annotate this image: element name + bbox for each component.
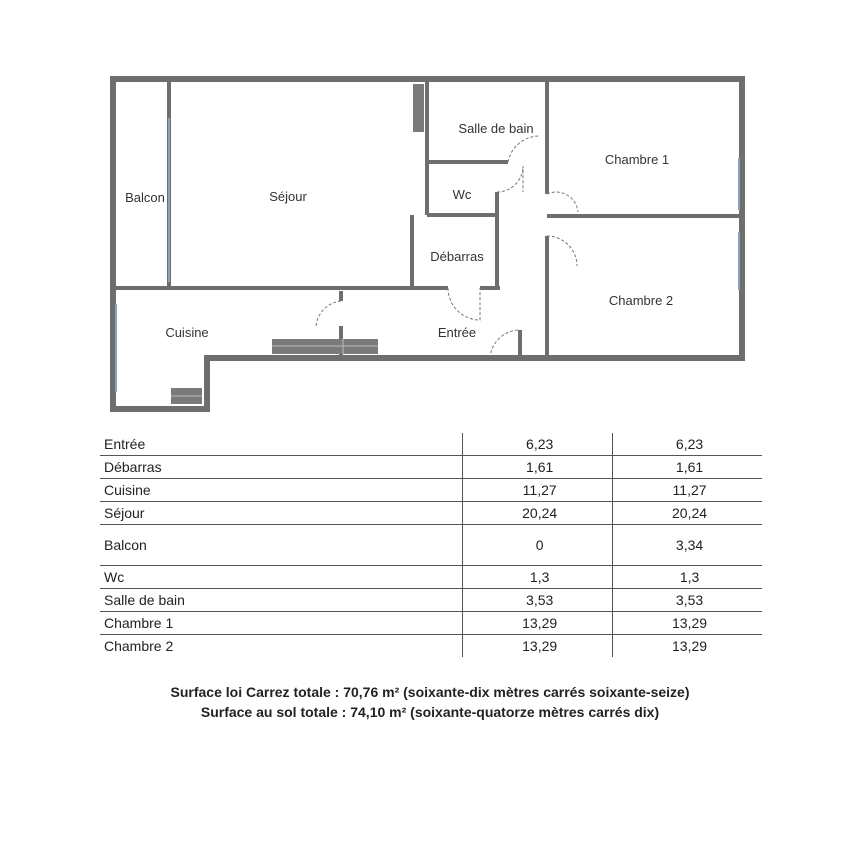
floor-area: 3,34: [613, 525, 762, 566]
carrez-area: 11,27: [463, 479, 613, 502]
totals: [0, 682, 860, 722]
floor-area: 1,61: [613, 456, 762, 479]
carrez-area: 13,29: [463, 635, 613, 658]
label-debarras: Débarras: [430, 249, 484, 264]
carrez-area: 6,23: [463, 433, 613, 456]
table-row: [100, 589, 762, 612]
room-name: Wc: [100, 566, 463, 589]
label-chambre-1: Chambre 1: [604, 152, 670, 167]
carrez-area: 3,53: [463, 589, 613, 612]
table-row: [100, 612, 762, 635]
floor-total: Surface au sol totale : 74,10 m² (soixante-quatorze mètres carrés dix): [200, 704, 660, 720]
carrez-area: 1,3: [463, 566, 613, 589]
room-name: Chambre 2: [104, 638, 174, 654]
label-entree: Entrée: [437, 325, 477, 340]
room-name: Débarras: [100, 456, 463, 479]
floor-area: 13,29: [613, 635, 762, 658]
carrez-total: Surface loi Carrez totale : 70,76 m² (soixante-dix mètres carrés soixante-seize): [170, 684, 690, 700]
label-cuisine: Cuisine: [165, 325, 209, 340]
carrez-area: 20,24: [463, 502, 613, 525]
label-salle-de-bain: Salle de bain: [458, 121, 534, 136]
carrez-area: 0: [463, 525, 613, 566]
floor-area: 20,24: [613, 502, 762, 525]
room-name: Chambre 1: [100, 612, 463, 635]
table-row: [100, 456, 762, 479]
room-name: Cuisine: [100, 479, 463, 502]
label-sejour: Séjour: [269, 189, 307, 204]
table-row: [100, 433, 762, 456]
table-row: [100, 525, 762, 566]
table-row: [100, 566, 762, 589]
table-row: [100, 502, 762, 525]
table-row: [100, 635, 762, 658]
floor-plan: [0, 0, 860, 420]
room-name: Séjour: [100, 502, 463, 525]
label-wc: Wc: [452, 187, 472, 202]
carrez-area: 13,29: [463, 612, 613, 635]
room-name: Entrée: [100, 433, 463, 456]
floor-area: 6,23: [613, 433, 762, 456]
room-name: Salle de bain: [100, 589, 463, 612]
room-name: Balcon: [100, 525, 463, 566]
table-row: [100, 479, 762, 502]
surface-table: [100, 433, 762, 657]
label-balcon: Balcon: [125, 190, 165, 205]
interior-walls: [116, 82, 742, 358]
carrez-area: 1,61: [463, 456, 613, 479]
floor-area: 1,3: [613, 566, 762, 589]
floor-area: 13,29: [613, 612, 762, 635]
label-chambre-2: Chambre 2: [608, 293, 674, 308]
floor-area: 3,53: [613, 589, 762, 612]
floor-area: 11,27: [613, 479, 762, 502]
